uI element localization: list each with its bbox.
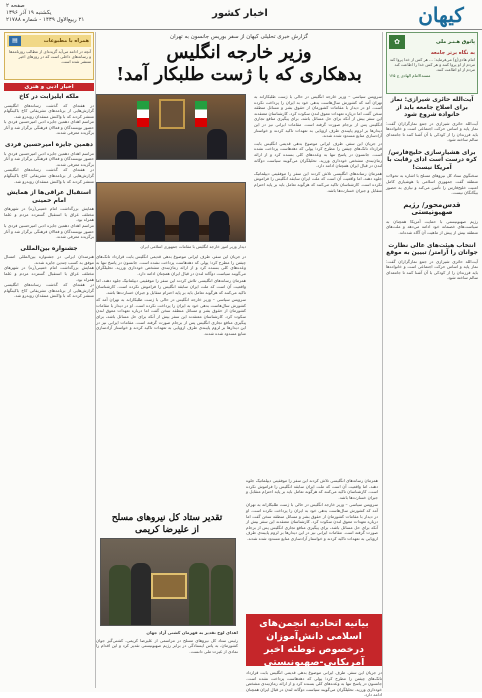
section-label: اخبار ادبی و هنری — [4, 83, 94, 91]
main-headline-line: وزیر خارجه انگلیس — [166, 42, 312, 63]
article-body: در جریان این سفر، طرف ایرانی موضوع بدهی قدیمی انگلیس بابت قرارداد تانک‌های چیفتن را مطرح کرد؛ پولی که دهه‌هاست پرداخت نشده است. جانسون در پاسخ تنها به وعده‌های کلی بسنده کرد و از ارائه زمان‌بندی مشخص خودداری ورزید. تحلیلگران می‌گویند سیاست دوگانه لندن در قبال ایران همچنان ادامه دارد. — [246, 670, 382, 698]
article-headline[interactable]: دهمین جایزه امیرحسین فردی — [5, 141, 93, 149]
article-paragraph: سرویس سیاسی – وزیر خارجه انگلیس در حالی با ژست طلبکارانه به تهران آمد که کشورش سال‌هاست بدهی خود به ایران را پرداخت نکرده است. او در دیدار با مقامات کشورمان از حقوق بشر و مسائل منطقه سخن گفت اما درباره تعهدات معوق لندن سکوت کرد. کارشناسان معتقدند این سفر بیش از آنکه برای حل مسائل باشد، برای پیگیری منافع تجاری انگلیس پس از برجام صورت گرفته است. مقامات ایرانی نیز در این دیدارها بر لزوم پایبندی طرف اروپایی به تعهدات تاکید کردند و خواستار آزادسازی منابع مسدود شده شدند. — [254, 94, 382, 139]
article-body — [246, 478, 382, 608]
article-body — [254, 94, 382, 472]
banner-line: بیانیه اتحادیه انجمن‌های اسلامی دانش‌آموزان — [259, 618, 369, 642]
press-review-box — [4, 32, 94, 80]
press-review-header — [7, 35, 91, 47]
article-paragraph: در جریان این سفر، طرف ایرانی موضوع بدهی قدیمی انگلیس بابت قرارداد تانک‌های چیفتن را مطرح کرد؛ پولی که دهه‌هاست پرداخت نشده است. جانسون در پاسخ تنها به وعده‌های کلی بسنده کرد و از ارائه زمان‌بندی مشخص خودداری ورزید. تحلیلگران می‌گویند سیاست دوگانه لندن در قبال ایران همچنان ادامه دارد. — [254, 140, 382, 169]
flag-icon — [137, 101, 149, 127]
meeting-photo[interactable] — [96, 182, 246, 242]
article-paragraph: در جریان این سفر، طرف ایرانی موضوع بدهی قدیمی انگلیس بابت قرارداد تانک‌های چیفتن را مطرح کرد؛ پولی که دهه‌هاست پرداخت نشده است. جانسون در پاسخ تنها به وعده‌های کلی بسنده کرد و از ارائه زمان‌بندی مشخص خودداری ورزید. تحلیلگران می‌گویند سیاست دوگانه لندن در قبال ایران همچنان ادامه دارد. — [96, 254, 246, 276]
main-headline[interactable] — [96, 42, 382, 86]
article-body: مراسم اهدای دهمین جایزه ادبی امیرحسین فردی با حضور نویسندگان و فعالان فرهنگی برگزار شد و آثار برگزیده معرفی شدند. — [4, 222, 94, 240]
article-body: سخنگوی ستاد کل نیروهای مسلح با اشاره به تحولات منطقه گفت جمهوری اسلامی با هوشیاری کامل امنیت خلیج‌فارس را تأمین می‌کند و نیازی به حضور بیگانگان نیست. — [386, 173, 478, 196]
person-figure — [211, 565, 233, 625]
photo-caption: اهدای لوح تقدیر به قهرمان کشتی آزاد جهان — [146, 630, 238, 635]
hadith-box-title: پاتوق هـنـر ملی — [436, 39, 475, 45]
article-body: مراسم اهدای دهمین جایزه ادبی امیرحسین فردی با حضور نویسندگان و فعالان فرهنگی برگزار شد و آثار برگزیده معرفی شدند. — [4, 150, 94, 167]
award-plaque — [151, 573, 187, 599]
person-figure — [145, 211, 165, 241]
person-figure — [207, 129, 227, 159]
article-body: همایش بزرگداشت امام خمینی(ره) در شهرهای مختلف عراق با استقبال گسترده مردم و علما همراه بود. — [4, 265, 94, 282]
article-paragraph: همزمان رسانه‌های انگلیسی تلاش کردند این سفر را موفقیتی دیپلماتیک جلوه دهند، اما واقعیت آن است که ملت ایران سابقه انگلیس را فراموش نکرده است. کارشناسان تاکید می‌کنند که هرگونه تعامل باید بر پایه احترام متقابل و جبران خسارت‌ها باشد. — [246, 478, 378, 500]
hadith-box — [386, 32, 478, 94]
issue-info — [6, 3, 116, 24]
article-headline[interactable]: آیت‌الله حائری شیرازی: نماز برای اصلاح جامعه باید از خانواده شروع شود — [390, 96, 474, 118]
article-body: در هفته‌ای که گذشت رسانه‌های انگلیسی گزارش‌هایی از برنامه‌های تشریفاتی کاخ باکینگهام منتشر کردند که با واکنش منتقدان روبه‌رو شد. — [4, 102, 94, 119]
person-figure — [179, 211, 199, 241]
flag-icon — [195, 101, 207, 127]
person-figure — [131, 563, 151, 625]
hadith-reference: مسندالامام الهادی ج ۱۲۵ — [389, 73, 431, 78]
statement-banner[interactable] — [246, 614, 382, 666]
press-review-text: آنچه در ادامه می‌آید گزیده‌ای از مطالب روزنامه‌ها و رسانه‌های داخلی است که در روزهای اخیر منتشر شده است. — [9, 49, 91, 64]
honor-headline-line: از علیرضا کریمی — [135, 525, 199, 535]
honor-headline-line: تقدیر ستاد کل نیروهای مسلح — [111, 513, 223, 523]
article-body: هنرمندان ایرانی در جشنواره بین‌المللی امسال موفق به کسب چندین جایزه شدند. — [4, 254, 94, 265]
article-body: در هفته‌ای که گذشت رسانه‌های انگلیسی گزارش‌هایی از برنامه‌های تشریفاتی کاخ باکینگهام منتشر کردند که با واکنش منتقدان روبه‌رو شد. — [4, 167, 94, 184]
page-number: صفحه ۲ — [6, 3, 25, 9]
portrait-frame — [159, 99, 185, 129]
banner-line: درخصوص توطئه اخیر آمریکایی-صهیونیستی — [263, 644, 365, 668]
article-body: همایش بزرگداشت امام خمینی(ره) در شهرهای مختلف عراق با استقبال گسترده مردم و علما همراه بود. — [4, 206, 94, 223]
article-paragraph: سرویس سیاسی – وزیر خارجه انگلیس در حالی با ژست طلبکارانه به تهران آمد که کشورش سال‌هاست بدهی خود به ایران را پرداخت نکرده است. او در دیدار با مقامات کشورمان از حقوق بشر و مسائل منطقه سخن گفت اما درباره تعهدات معوق لندن سکوت کرد. کارشناسان معتقدند این سفر بیش از آنکه برای حل مسائل باشد، برای پیگیری منافع تجاری انگلیس پس از برجام صورت گرفته است. مقامات ایرانی نیز در این دیدارها بر لزوم پایبندی طرف اروپایی به تعهدات تاکید کردند و خواستار آزادسازی منابع مسدود شده شدند. — [96, 297, 246, 336]
article-body: رژیم صهیونیستی با حمایت آمریکا همچنان به سیاست‌های خصمانه خود ادامه می‌دهد و ملت‌های منطقه بیش از پیش از ماهیت آن آگاه شده‌اند. — [386, 218, 478, 235]
honor-headline[interactable] — [96, 512, 238, 536]
hadith-subtitle: به نگاه برتر جامعه — [430, 50, 475, 56]
section-title: اخبار کشور — [212, 8, 268, 19]
article-paragraph: همزمان رسانه‌های انگلیسی تلاش کردند این سفر را موفقیتی دیپلماتیک جلوه دهند، اما واقعیت آن است که ملت ایران سابقه انگلیس را فراموش نکرده است. کارشناسان تاکید می‌کنند که هرگونه تعامل باید بر پایه احترام متقابل و جبران خسارت‌ها باشد. — [254, 170, 382, 193]
ceremony-photo[interactable] — [100, 538, 236, 626]
hadith-text: امام هادی(ع) می‌فرماید: ... هر کس از خدا پروا کند مردم از او پروا کنند و هر کس خدا را اطاعت کند مردم از او اطاعت کنند. — [389, 57, 475, 72]
article-body: در هفته‌ای که گذشت رسانه‌های انگلیسی گزارش‌هایی از برنامه‌های تشریفاتی کاخ باکینگهام منتشر کردند که با واکنش منتقدان روبه‌رو شد. — [4, 282, 94, 299]
article-paragraph: سرویس سیاسی – وزیر خارجه انگلیس در حالی با ژست طلبکارانه به تهران آمد که کشورش سال‌هاست بدهی خود به ایران را پرداخت نکرده است. او در دیدار با مقامات کشورمان از حقوق بشر و مسائل منطقه سخن گفت اما درباره تعهدات معوق لندن سکوت کرد. کارشناسان معتقدند این سفر بیش از آنکه برای حل مسائل باشد، برای پیگیری منافع تجاری انگلیس پس از برجام صورت گرفته است. مقامات ایرانی نیز در این دیدارها بر لزوم پایبندی طرف اروپایی به تعهدات تاکید کردند و خواستار آزادسازی منابع مسدود شده شدند. — [246, 502, 378, 541]
article-headline[interactable]: انتخاب هیئت‌های عالی نظارت جوانان را آرامتر/ تبیین به موقع — [386, 241, 478, 257]
right-column — [386, 32, 478, 688]
article-body: آیت‌الله حائری شیرازی در جمع نمازگزاران گفت: نماز پایه و اساس حرکت اجتماعی است و خانواده‌ها باید فرزندان را از کودکی با آن آشنا کنند تا جامعه‌ای سالم ساخته شود. — [386, 120, 478, 143]
article-kicker: گزارش خبری تحلیلی کیهان از سفر بوریس جانسون به تهران — [170, 34, 308, 40]
meeting-photo[interactable] — [96, 94, 246, 160]
person-figure — [209, 211, 229, 241]
column-divider — [382, 32, 383, 688]
date-line: یکشنبه ۱۹ آذر ۱۳۹۶ — [6, 10, 52, 16]
page-header — [0, 0, 482, 30]
press-review-title: همراه با مطبوعات — [43, 38, 89, 44]
article-paragraph: همزمان رسانه‌های انگلیسی تلاش کردند این سفر را موفقیتی دیپلماتیک جلوه دهند، اما واقعیت آن است که ملت ایران سابقه انگلیس را فراموش نکرده است. کارشناسان تاکید می‌کنند که هرگونه تعامل باید بر پایه احترام متقابل و جبران خسارت‌ها باشد. — [96, 278, 246, 295]
person-figure — [117, 129, 137, 159]
article-body — [96, 254, 246, 450]
newspaper-icon: ▤ — [9, 36, 21, 46]
article-paragraph: رئیس ستاد کل نیروهای مسلح در مراسمی از علیرضا کریمی، کشتی‌گیر جوان کشورمان، به پاس ایستادگی در برابر رژیم صهیونیستی تقدیر کرد و این اقدام را نمادی از غیرت ملی دانست. — [96, 637, 238, 654]
article-headline[interactable]: برای هشیارسازی خلیج‌فارس/ کره درست است ادای رقابت با آمریکا نیست! — [387, 148, 477, 171]
left-column — [4, 32, 94, 688]
article-headline[interactable]: قدس‌محور/ رژیم صهیونیستی — [403, 200, 461, 217]
article-headline[interactable]: ملکه ایلیزابت در کاخ — [19, 93, 79, 100]
article-body: آیت‌الله حائری شیرازی در جمع نمازگزاران گفت: نماز پایه و اساس حرکت اجتماعی است و خانواده‌ها باید فرزندان را از کودکی با آن آشنا کنند تا جامعه‌ای سالم ساخته شود. — [386, 258, 478, 281]
hadith-box-header — [389, 35, 475, 49]
person-figure — [189, 563, 209, 625]
person-figure — [109, 565, 131, 625]
photo-caption: دیدار وزیر امور خارجه انگلیس با مقامات جمهوری اسلامی ایران — [140, 244, 246, 249]
newspaper-logo: کیهان — [418, 3, 464, 27]
issue-number: ۲۱ ربیع‌الاول ۱۴۳۹ - شماره ۲۱۷۸۸ — [6, 17, 85, 23]
main-headline-line: بدهکاری که با ژست طلبکار آمد! — [116, 64, 362, 85]
article-headline[interactable]: جشنواره بین‌المللی — [20, 244, 78, 252]
honor-article-body — [96, 630, 238, 686]
article-headline[interactable]: استقبال عراقی‌ها از همایش امام خمینی — [7, 189, 91, 204]
person-figure — [115, 211, 135, 241]
article-body: مراسم اهدای دهمین جایزه ادبی امیرحسین فردی با حضور نویسندگان و فعالان فرهنگی برگزار شد و آثار برگزیده معرفی شدند. — [4, 119, 94, 136]
emblem-icon: ✿ — [389, 35, 405, 49]
